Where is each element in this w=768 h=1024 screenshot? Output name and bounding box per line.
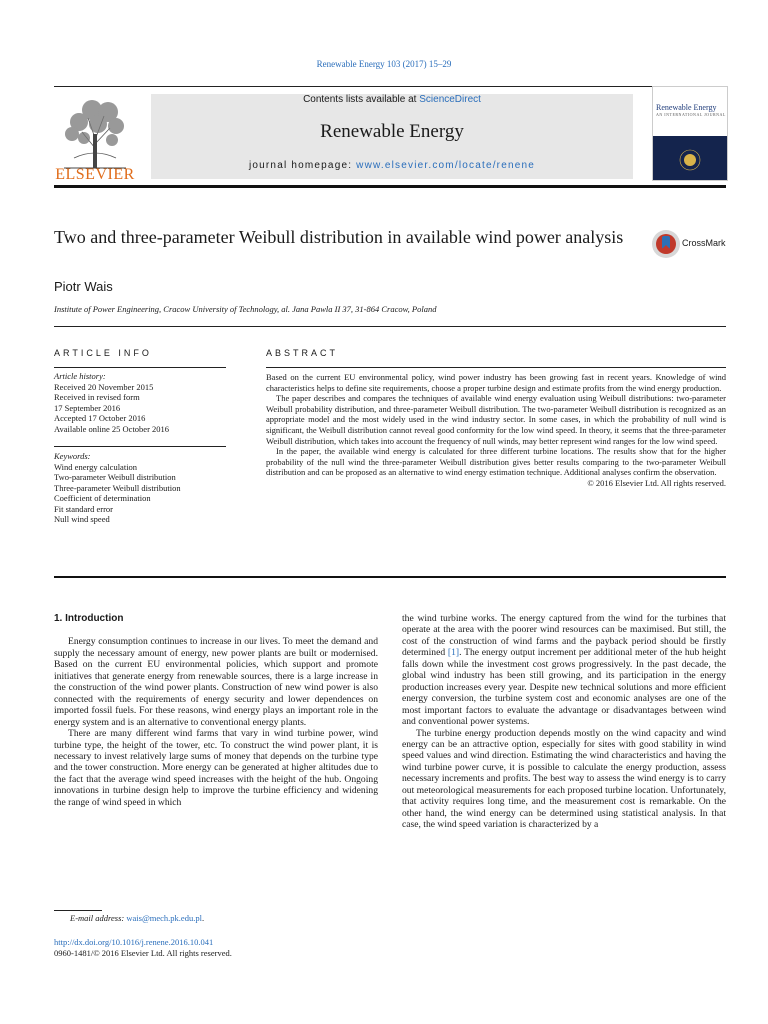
homepage-link[interactable]: www.elsevier.com/locate/renene: [356, 160, 536, 171]
journal-header-band: [151, 94, 633, 179]
history-item: Received 20 November 2015: [54, 381, 154, 392]
abstract-paragraph: The paper describes and compares the techniques of available wind energy evaluation using Weibull distributions: two-parameter Weibull probability distribution, and three-parameter Weibull distribution. The two-parameter Weibull distribution is recognized as an appropriate model and the most widely used in the wind industry sector. In some cases, in which the probability of null wind is significant, the Weibull distribution cannot reveal good conformity for the low wind speed. In theory, it seems that the three-parameter Weibull distribution, which takes into account the frequency of null winds, may better represent wind ranges for the low wind speed.: [266, 393, 726, 446]
crossmark-icon: [651, 229, 681, 259]
journal-title: Renewable Energy: [320, 121, 464, 142]
abstract-text: [266, 372, 726, 489]
paragraph-text: . The energy output increment per additional meter of the hub height falls down while the investment cost grows progressively. In the past decade, the global wind industry has been still growing, and its participation in the energy production increases every year. Despite new technical solutions and more efficient energy conversion, the turbine system cost and economic analyses are one of the most important factors to evaluate the advantage or disadvantages between wind and conventional power systems.: [402, 647, 726, 728]
keyword-item: Wind energy calculation: [54, 461, 138, 472]
footnote-email: [70, 913, 204, 923]
history-item: 17 September 2016: [54, 402, 121, 413]
crossmark-badge[interactable]: [651, 229, 731, 259]
body-paragraph: [402, 613, 726, 728]
keyword-item: Null wind speed: [54, 514, 110, 524]
keyword-item: Two-parameter Weibull distribution: [54, 472, 176, 482]
article-info-rule: [54, 367, 226, 368]
reference-link[interactable]: [1]: [447, 647, 460, 659]
elsevier-wordmark: ELSEVIER: [55, 166, 135, 183]
crossmark-label: CrossMark: [682, 238, 726, 248]
body-paragraph: The turbine energy production depends mostly on the wind capacity and wind energy can be an attractive option, especially for sites with good stability in wind speed values and wind direction. Estimating the wind characteristics and having the wind turbine power curve, it is possible to calculate the energy production, assess necessary increments and profits. The best way to assess the wind energy is to carry out meteorological measurements for each proposed turbine location. Unfortunately, that activity requires long time, and the measurement cost is remarkable. On the other hand, the wind energy can be determined using statistical analysis. In that case, the wind speed variation is characterized by a: [402, 727, 726, 831]
homepage-line: [151, 160, 633, 171]
email-suffix: .: [201, 913, 205, 923]
sciencedirect-link[interactable]: ScienceDirect: [419, 94, 481, 105]
contents-prefix: Contents lists available at: [303, 94, 420, 105]
section-heading-introduction: 1. Introduction: [54, 613, 124, 624]
cover-subtitle: AN INTERNATIONAL JOURNAL: [656, 112, 726, 117]
keywords-rule: [54, 446, 226, 447]
doi-link[interactable]: http://dx.doi.org/10.1016/j.renene.2016.10.041: [54, 937, 214, 947]
paragraph-text: the wind turbine works. The energy captured from the wind for the turbines that operate at the area with the poorer wind resources can be maximised. But still, the cost of the construction of wind farms and the payback period should be firstly determined: [402, 613, 726, 659]
keyword-item: Three-parameter Weibull distribution: [54, 482, 181, 493]
keywords-block: [54, 451, 234, 525]
body-paragraph: There are many different wind farms that vary in wind turbine power, wind turbine type, the height of the tower, etc. To construct the wind power plant, it is necessary to invest relatively large sums of money that depends on the turbine type and the tower construction. More energy can be generated at higher altitudes due to the fact that the average wind speed increases with the height of the hub. Ongoing innovations in turbine design help to improve the turbine efficiency and widening the range of wind speed in which: [54, 728, 378, 808]
header-bottom-rule: [54, 185, 726, 188]
body-column-right: [402, 613, 726, 831]
abstract-heading: ABSTRACT: [266, 348, 339, 358]
abstract-paragraph: In the paper, the available wind energy is calculated for three different turbine locations. The results show that for the higher probability of the null wind the three-parameter Weibull distribution gives better results comparing to the two-parameter Weibull distribution and can be proposed as an alternative to wind energy estimation technique. Additional analyses confirm the observation.: [266, 446, 726, 478]
history-item: Received in revised form: [54, 392, 140, 402]
header-top-rule: [54, 86, 726, 87]
author-affiliation: Institute of Power Engineering, Cracow University of Technology, al. Jana Pawla II 37, 31-864 Cracow, Poland: [54, 304, 437, 314]
homepage-prefix: journal homepage:: [248, 160, 357, 171]
keywords-label: Keywords:: [54, 451, 91, 461]
email-label: E-mail address:: [70, 913, 125, 923]
metadata-rule: [54, 326, 726, 327]
abstract-paragraph: Based on the current EU environmental policy, wind power industry has been growing fast in recent years. Knowledge of wind characteristics helps to define site requirements, choose a proper turbine design and estimate profits from the wind energy production.: [266, 372, 726, 393]
footnote-rule: [54, 910, 102, 911]
history-label: Article history:: [54, 371, 106, 381]
body-column-left: [54, 613, 378, 808]
issn-copyright: 0960-1481/© 2016 Elsevier Ltd. All rights reserved.: [54, 947, 232, 958]
journal-citation[interactable]: Renewable Energy 103 (2017) 15–29: [316, 59, 452, 69]
doi-block: [54, 937, 232, 958]
keyword-item: Fit standard error: [54, 503, 114, 514]
email-link[interactable]: wais@mech.pk.edu.pl: [126, 913, 202, 923]
article-title: Two and three-parameter Weibull distribution in available wind power analysis: [54, 227, 624, 247]
abstract-bottom-rule: [54, 576, 726, 578]
history-item: Available online 25 October 2016: [54, 423, 170, 434]
body-paragraph: Energy consumption continues to increase in our lives. To meet the demand and supply the necessary amount of energy, new power plants are built or modernised. Based on the current EU environmental policies, which support and promote initiatives that generate energy from renewable sources, there is a large increase in the construction of the wind power plants. Construction of new wind power is also connected with the requirements of energy security and lower dependences on imported fossil fuels. For these reasons, wind energy plays an important role in the energy system and is an alternative to conventional energy plants.: [54, 636, 378, 728]
cover-dark-band: [653, 136, 727, 180]
journal-cover-thumbnail[interactable]: [652, 86, 728, 181]
cover-emblem-icon: [653, 136, 727, 180]
cover-title: Renewable Energy: [656, 103, 717, 112]
article-info-heading: ARTICLE INFO: [54, 348, 152, 358]
article-history: [54, 371, 234, 434]
keyword-item: Coefficient of determination: [54, 493, 151, 503]
contents-line: [151, 94, 633, 105]
abstract-copyright: © 2016 Elsevier Ltd. All rights reserved.: [587, 477, 726, 488]
author-name: Piotr Wais: [54, 279, 113, 294]
history-item: Accepted 17 October 2016: [54, 413, 146, 423]
abstract-rule: [266, 367, 726, 368]
